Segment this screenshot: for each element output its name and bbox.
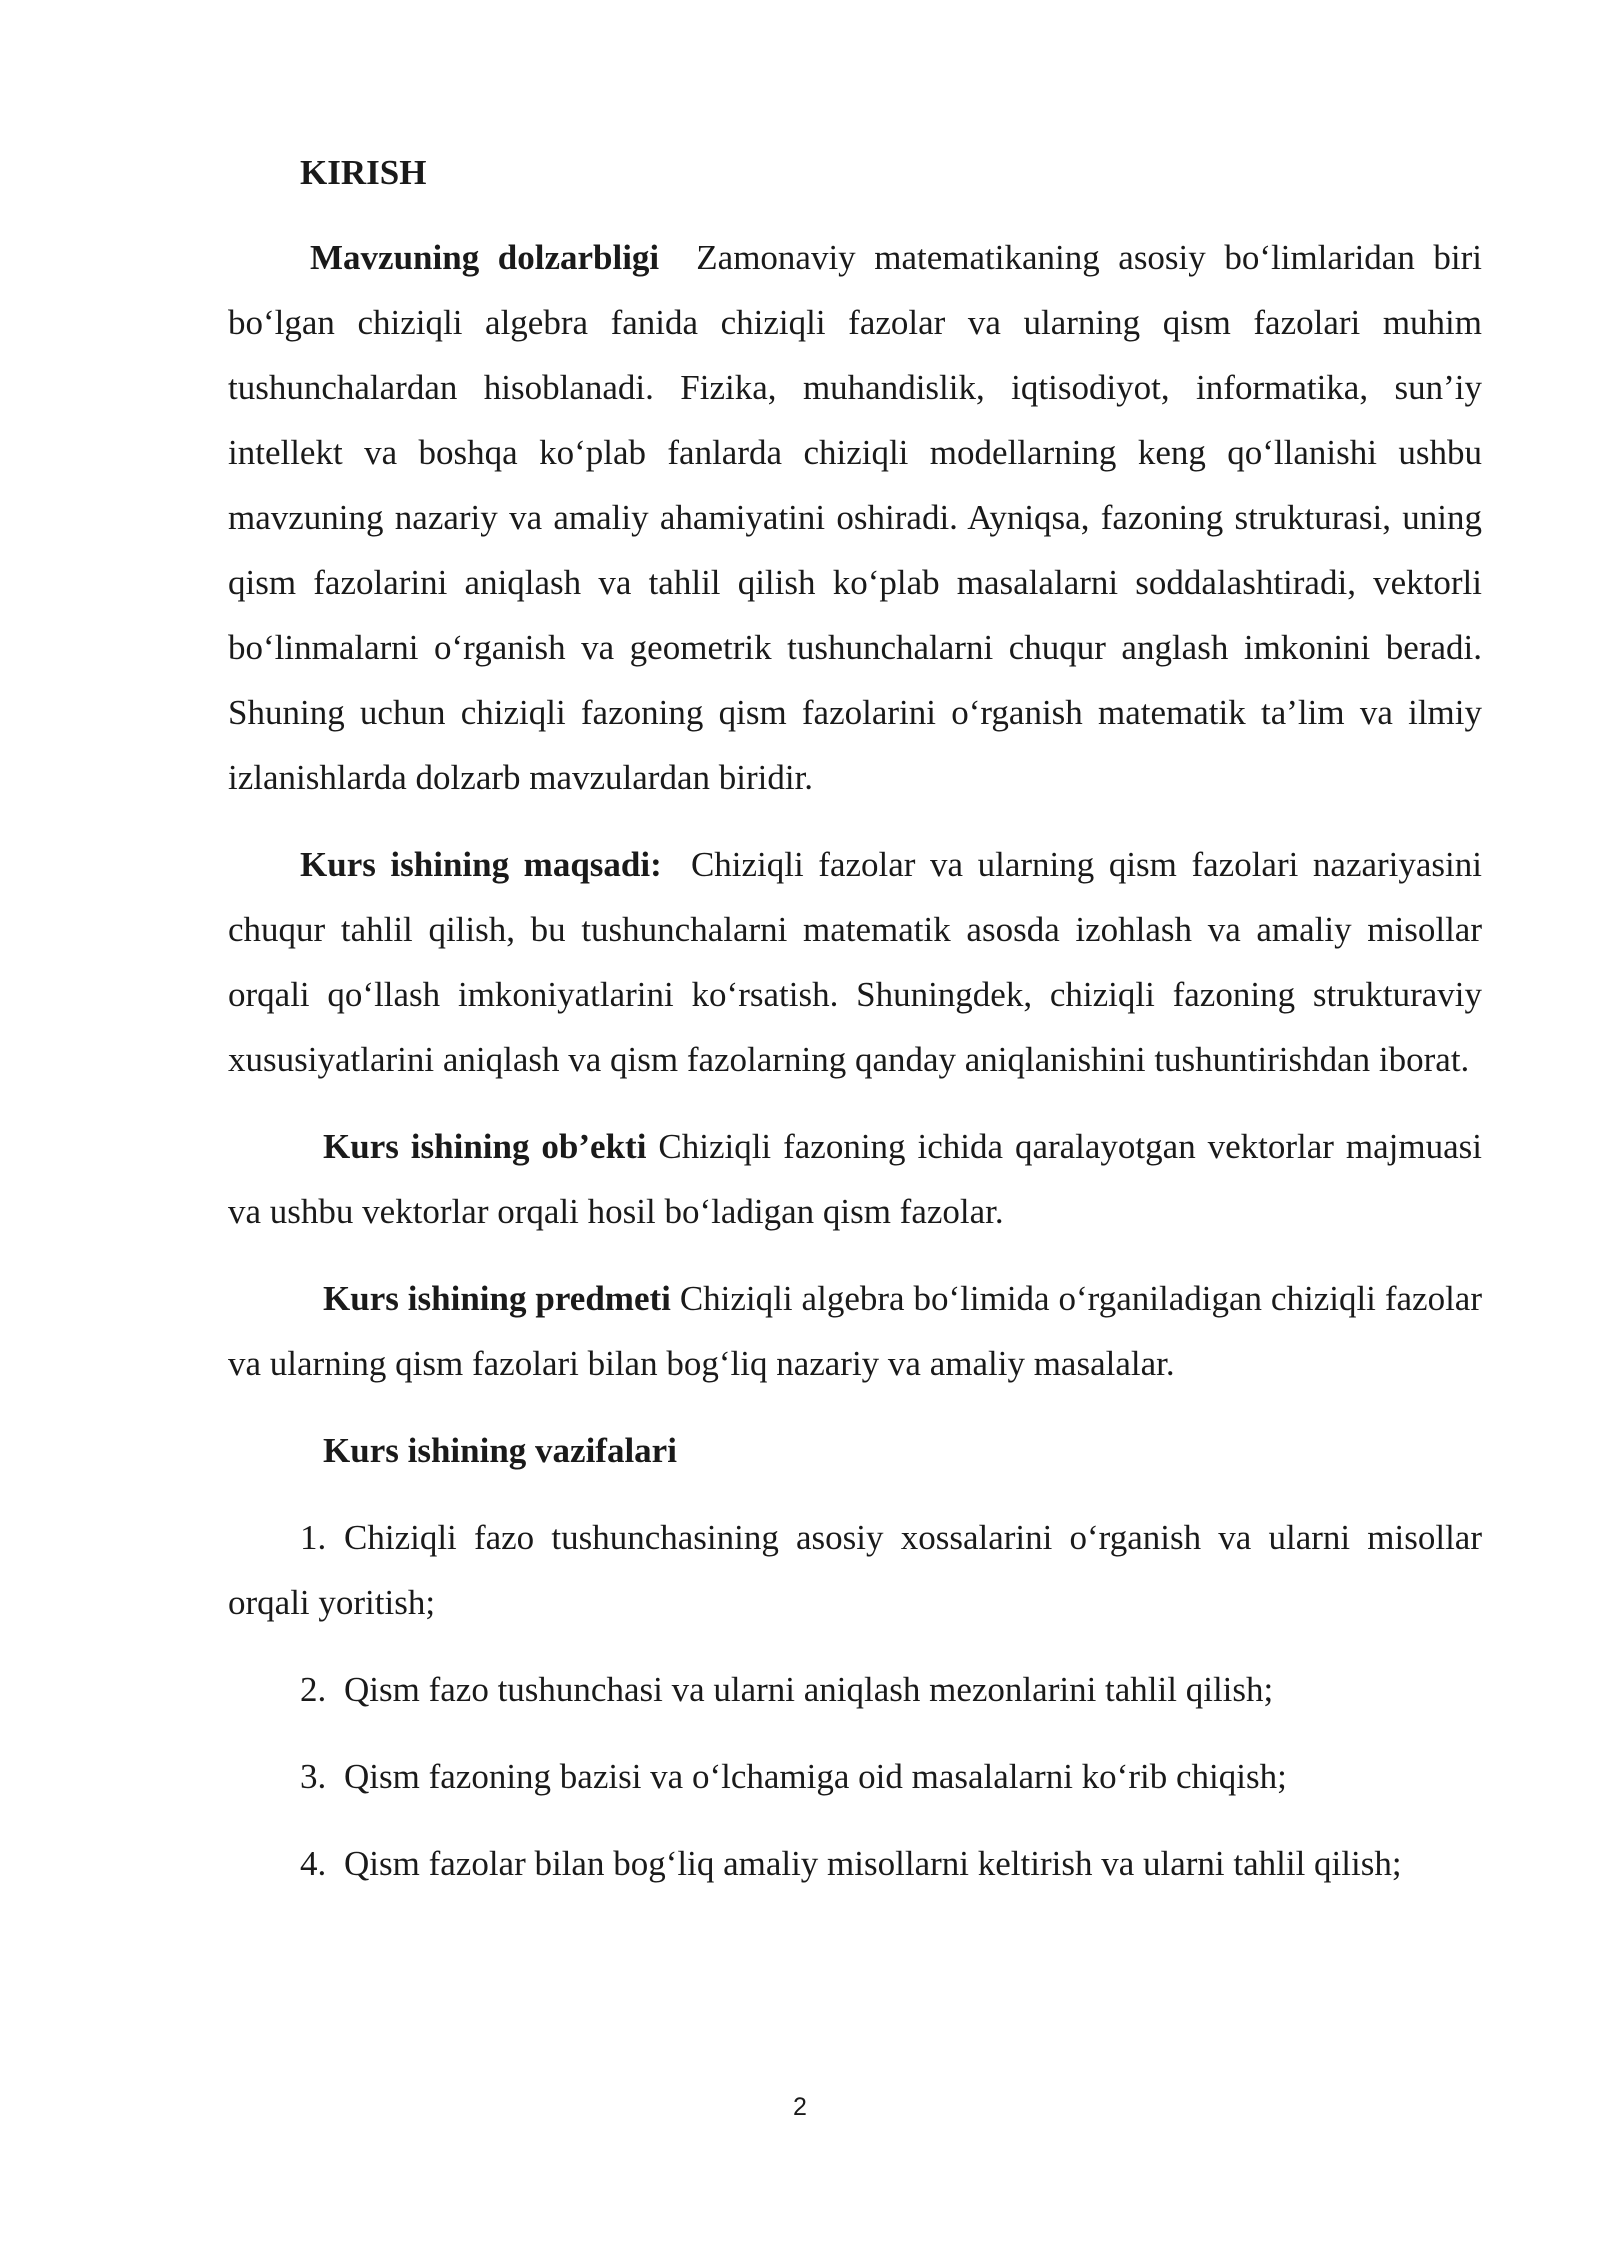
object-paragraph bbox=[228, 1114, 1482, 1244]
relevance-text: Zamonaviy matematikaning asosiy bo‘limlaridan biri bo‘lgan chiziqli algebra fanida chiziqli fazolar va ularning qism fazolari muhim tushunchalardan hisoblanadi. Fizika, muhandislik, iqtisodiyot, informatika, sun’iy intellekt va boshqa ko‘plab fanlarda chiziqli modellarning keng qo‘llanishi ushbu mavzuning nazariy va amaliy ahamiyatini oshiradi. Ayniqsa, fazoning strukturasi, uning qism fazolarini aniqlash va tahlil qilish ko‘plab masalalarni soddalashtiradi, vektorli bo‘linmalarni o‘rganish va geometrik tushunchalarni chuqur anglash imkonini beradi. Shuning uchun chiziqli fazoning qism fazolarini o‘rganish matematik ta’lim va ilmiy izlanishlarda dolzarb mavzulardan biridir. bbox=[228, 238, 1483, 797]
subject-lead: Kurs ishining predmeti bbox=[323, 1279, 671, 1318]
subject-text: Chiziqli algebra bo‘limida o‘rganiladigan chiziqli fazolar va ularning qism fazolari bilan bog‘liq nazariy va amaliy masalalar. bbox=[228, 1279, 1482, 1383]
object-lead: Kurs ishining ob’ekti bbox=[323, 1127, 647, 1166]
page-content bbox=[228, 140, 1482, 1918]
section-heading: KIRISH bbox=[300, 153, 427, 192]
list-item bbox=[228, 1831, 1482, 1896]
goal-text: Chiziqli fazolar va ularning qism fazolari nazariyasini chuqur tahlil qilish, bu tushunchalarni matematik asosda izohlash va amaliy misollar orqali qo‘llash imkoniyatlarini ko‘rsatish. Shuningdek, chiziqli fazoning strukturaviy xususiyatlarini aniqlash va qism fazolarning qanday aniqlanishini tushuntirishdan iborat. bbox=[228, 845, 1483, 1079]
goal-lead: Kurs ishining maqsadi: bbox=[300, 845, 662, 884]
tasks-list bbox=[228, 1505, 1482, 1896]
object-text: Chiziqli fazoning ichida qaralayotgan vektorlar majmuasi va ushbu vektorlar orqali hosil bo‘ladigan qism fazolar. bbox=[228, 1127, 1482, 1231]
list-item-number: 3. bbox=[300, 1757, 327, 1796]
relevance-lead: Mavzuning dolzarbligi bbox=[310, 238, 660, 277]
relevance-paragraph bbox=[228, 225, 1482, 810]
list-item-number: 4. bbox=[300, 1844, 327, 1883]
list-item-text: Qism fazolar bilan bog‘liq amaliy misollarni keltirish va ularni tahlil qilish; bbox=[344, 1844, 1402, 1883]
list-item-text: Qism fazoning bazisi va o‘lchamiga oid masalalarni ko‘rib chiqish; bbox=[344, 1757, 1287, 1796]
list-item-text: Qism fazo tushunchasi va ularni aniqlash mezonlarini tahlil qilish; bbox=[344, 1670, 1274, 1709]
list-item bbox=[228, 1744, 1482, 1809]
list-item-number: 1. bbox=[300, 1518, 327, 1557]
goal-paragraph bbox=[228, 832, 1482, 1092]
list-item bbox=[228, 1657, 1482, 1722]
page-number: 2 bbox=[793, 2093, 807, 2121]
list-item-number: 2. bbox=[300, 1670, 327, 1709]
subject-paragraph bbox=[228, 1266, 1482, 1396]
tasks-title: Kurs ishining vazifalari bbox=[323, 1431, 677, 1470]
list-item bbox=[228, 1505, 1482, 1635]
list-item-text: Chiziqli fazo tushunchasining asosiy xossalarini o‘rganish va ularni misollar orqali yoritish; bbox=[228, 1518, 1482, 1622]
